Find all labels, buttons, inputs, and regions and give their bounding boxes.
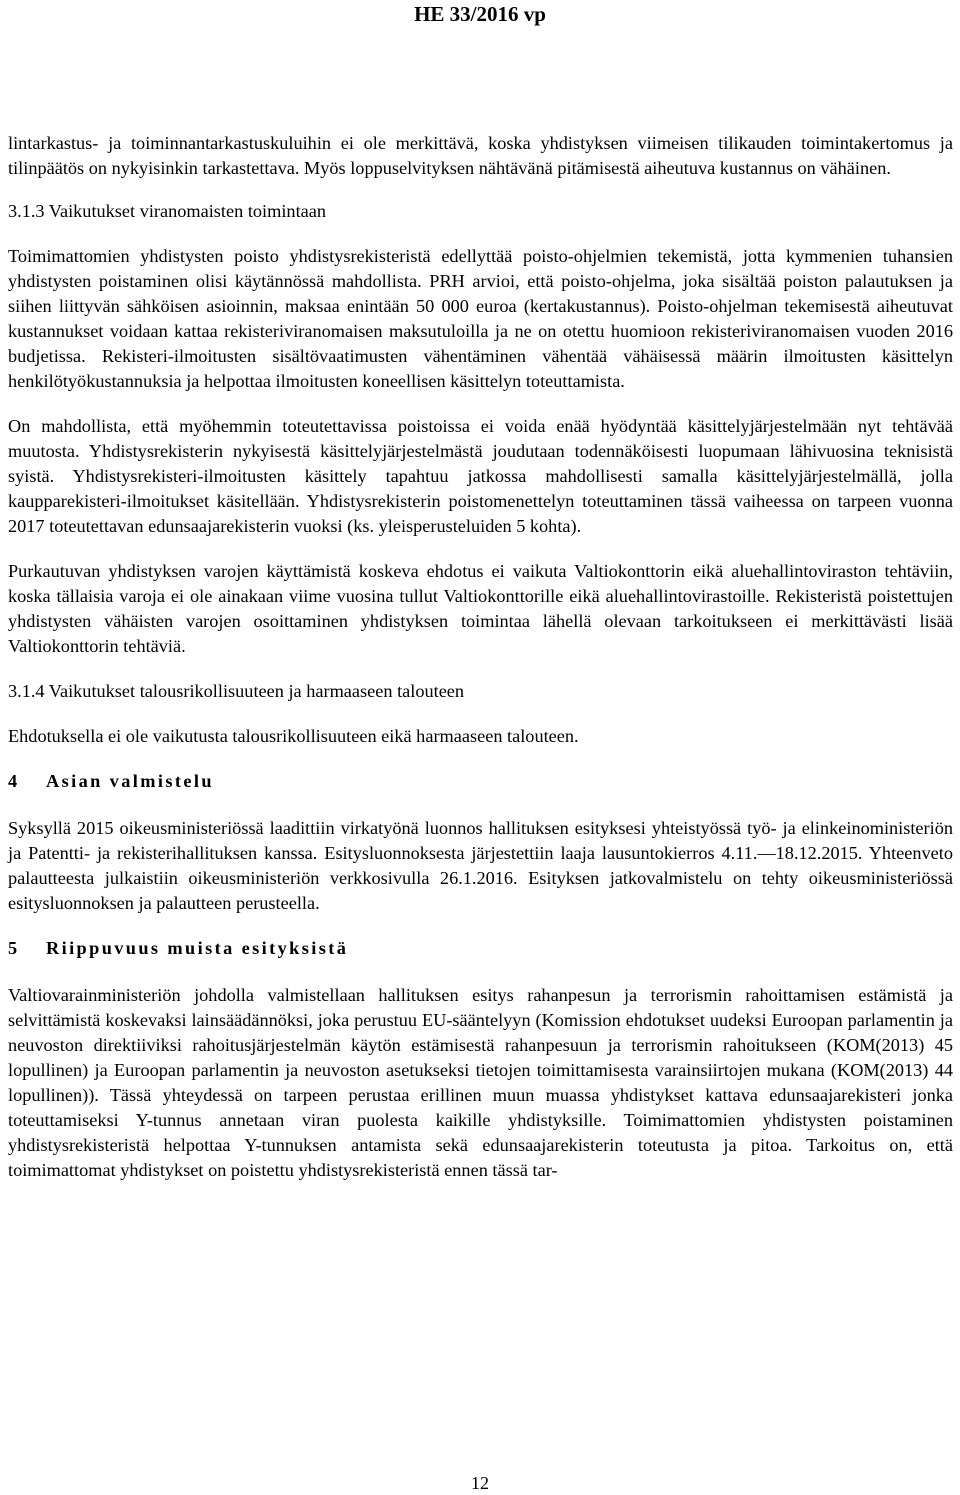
section-heading-4: [8, 769, 953, 794]
section-number: 4: [8, 771, 18, 791]
paragraph-preparation: Syksyllä 2015 oikeusministeriössä laadittiin virkatyönä luonnos hallituksen esityksesi yhteistyössä työ- ja elinkeinoministeriön ja Patentti- ja rekisterihallituksen kanssa. Esitysluonnoksesta järjestettiin laaja lausuntokierros 4.11.—18.12.2015. Yhteenveto palautteesta julkaistiin oikeusministeriön verkkosivulla 26.1.2016. Esityksen jatkovalmistelu on tehty oikeusministeriössä esitysluonnoksen ja palautteen perusteella.: [8, 818, 953, 913]
section-title: Riippuvuus muista esityksistä: [46, 938, 349, 958]
document-header: HE 33/2016 vp: [414, 2, 546, 26]
page-number: 12: [471, 1473, 489, 1493]
paragraph-removal-program: Toimimattomien yhdistysten poisto yhdistysrekisteristä edellyttää poisto-ohjelmien tekemistä, jotta kymmenien tuhansien yhdistysten poistaminen olisi käytännössä mahdollista. PRH arvioi, että poisto-ohjelma, joka sisältää poiston palautuksen ja siihen liittyvän sähköisen asioinnin, maksaa enintään 50 000 euroa (kertakustannus). Poisto-ohjelman tekemisestä aiheutuvat kustannukset voidaan kattaa rekisteriviranomaisen maksutuloilla ja ne on otettu huomioon rekisteriviranomaisen vuoden 2016 budjetissa. Rekisteri-ilmoitusten sisältövaatimusten vähentäminen vähentää vähäisessä määrin ilmoitusten käsittelyn henkilötyökustannuksia ja helpottaa ilmoitusten koneellisen käsittelyn toteuttamista.: [8, 246, 953, 391]
section-title: Asian valmistelu: [46, 771, 214, 791]
paragraph-state-treasury: Purkautuvan yhdistyksen varojen käyttämistä koskeva ehdotus ei vaikuta Valtiokonttorin eikä aluehallintoviraston tehtäviin, koska tällaisia varoja ei ole ainakaan viime vuosina tullut Valtiokonttorille eikä aluehallintovirastoille. Rekisteristä poistettujen yhdistysten vähäisten varojen osoittaminen yhdistyksen toimintaa lähellä olevaan tarkoitukseen ei merkittävästi lisää Valtiokonttorin tehtäviä.: [8, 561, 953, 656]
document-body: [8, 131, 953, 1203]
paragraph-economic-crime: Ehdotuksella ei ole vaikutusta talousrikollisuuteen eikä harmaaseen talouteen.: [8, 726, 579, 746]
section-heading-5: [8, 936, 953, 961]
subheading-3-1-4: 3.1.4 Vaikutukset talousrikollisuuteen ja harmaaseen talouteen: [8, 681, 465, 701]
section-number: 5: [8, 938, 18, 958]
paragraph-cost-continued: lintarkastus- ja toiminnantarkastuskuluihin ei ole merkittävä, koska yhdistyksen viimeisen tilikauden toimintakertomus ja tilinpäätös on nykyisinkin tarkastettava. Myös loppuselvityksen nähtävänä pitämisestä aiheutuva kustannus on vähäinen.: [8, 133, 953, 178]
paragraph-dependencies: Valtiovarainministeriön johdolla valmistellaan hallituksen esitys rahanpesun ja terrorismin rahoittamisen estämistä ja selvittämistä koskevaksi lainsäädännöksi, joka perustuu EU-sääntelyyn (Komission ehdotukset uudeksi Euroopan parlamentin ja neuvoston direktiiviksi rahoitusjärjestelmän käytön estämisestä rahanpesuun ja terrorismin rahoitukseen (KOM(2013) 45 lopullinen) ja Euroopan parlamentin ja neuvoston asetukseksi tietojen toimittamisesta varainsiirtojen mukana (KOM(2013) 44 lopullinen)). Tässä yhteydessä on tarpeen perustaa erillinen muun muassa yhdistykset kattava edunsaajarekisteri jonka toteuttamiseksi Y-tunnus annetaan viran puolesta kaikille yhdistyksille. Toimimattomien yhdistysten poistaminen yhdistysrekisteristä helpottaa Y-tunnuksen antamista sekä edunsaajarekisterin toteutusta ja pitoa. Tarkoitus on, että toimimattomat yhdistykset on poistettu yhdistysrekisteristä ennen tässä tar-: [8, 985, 953, 1180]
subheading-3-1-3: 3.1.3 Vaikutukset viranomaisten toimintaan: [8, 201, 327, 221]
paragraph-processing-system: On mahdollista, että myöhemmin toteutettavissa poistoissa ei voida enää hyödyntää käsittelyjärjestelmään nyt tehtävää muutosta. Yhdistysrekisterin nykyisestä käsittelyjärjestelmästä joudutaan todennäköisesti luopumaan lähivuosina teknisistä syistä. Yhdistysrekisteri-ilmoitusten käsittely tapahtuu jatkossa mahdollisesti samalla käsittelyjärjestelmällä, jolla kaupparekisteri-ilmoitukset käsitellään. Yhdistysrekisterin poistomenettelyn toteuttaminen tässä vaiheessa on tarpeen vuonna 2017 toteutettavan edunsaajarekisterin vuoksi (ks. yleisperusteluiden 5 kohta).: [8, 416, 953, 536]
